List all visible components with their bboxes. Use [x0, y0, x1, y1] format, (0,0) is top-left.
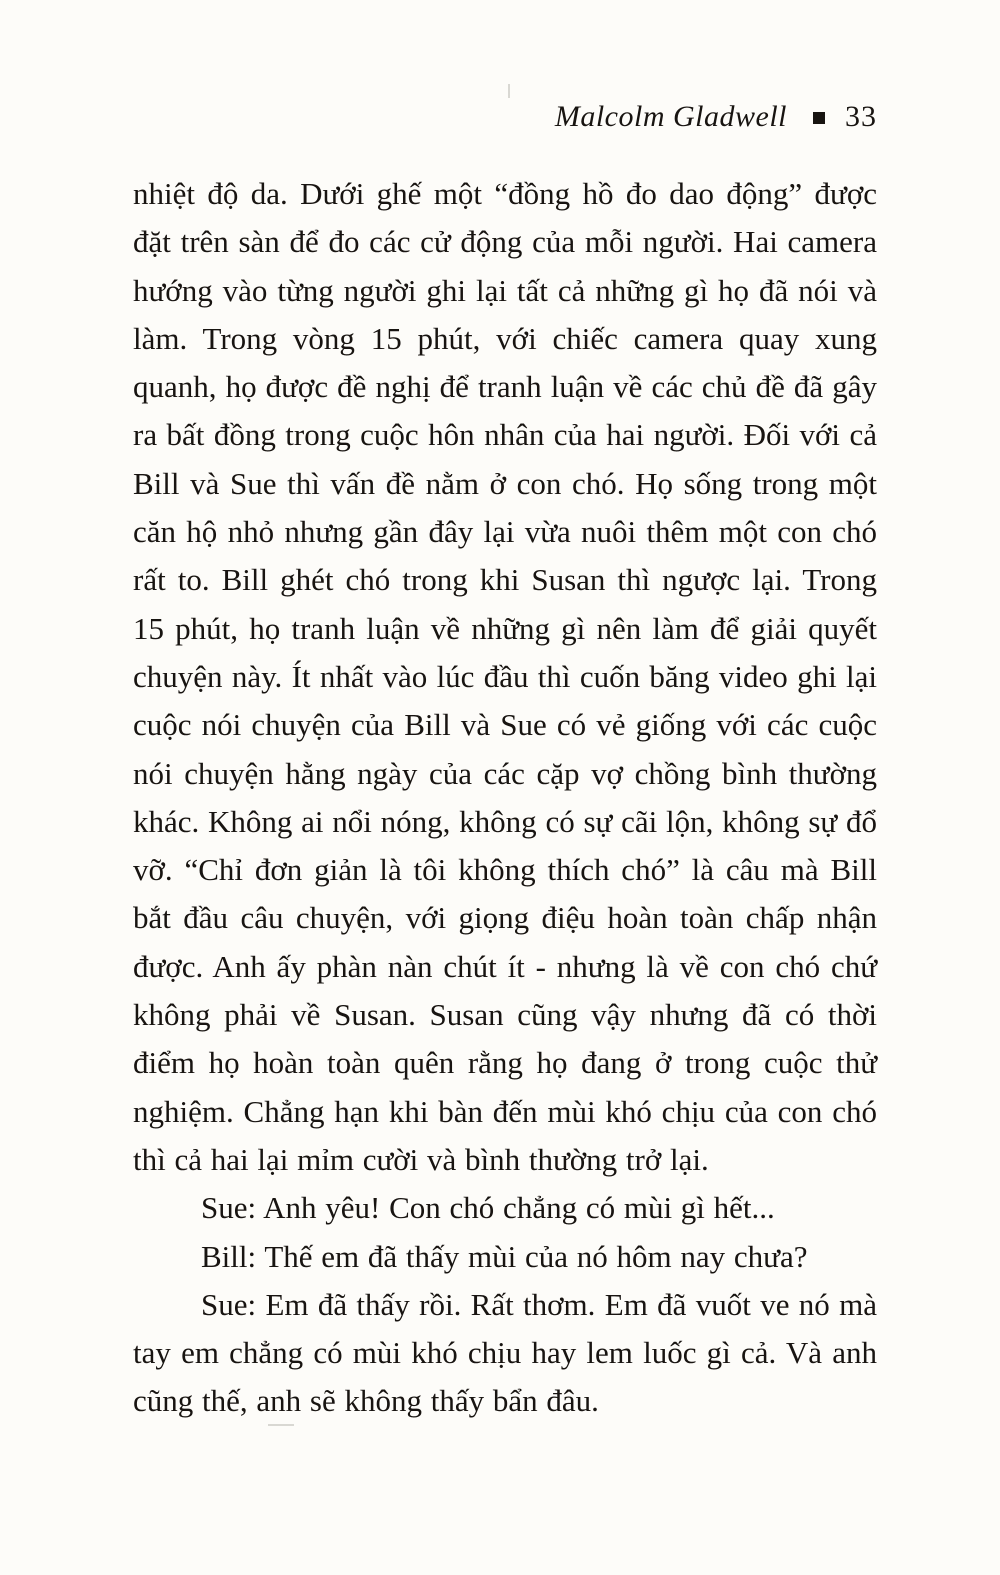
- paragraph: Sue: Em đã thấy rồi. Rất thơm. Em đã vuốt ve nó mà tay em chẳng có mùi khó chịu hay lem luốc gì cả. Và anh cũng thế, anh sẽ không thấy bẩn đâu.: [133, 1286, 877, 1419]
- running-head: [135, 98, 877, 136]
- running-head-author: Malcolm Gladwell: [554, 100, 787, 133]
- square-bullet-icon: [813, 112, 825, 124]
- body-text: [133, 170, 877, 1426]
- page-number: 33: [845, 100, 877, 133]
- paragraph: nhiệt độ da. Dưới ghế một “đồng hồ đo dao động” được đặt trên sàn để đo các cử động của mỗi người. Hai camera hướng vào từng người ghi lại tất cả những gì họ đã nói và làm. Trong vòng 15 phút, với chiếc camera quay xung quanh, họ được đề nghị để tranh luận về các chủ đề đã gây ra bất đồng trong cuộc hôn nhân của hai người. Đối với cả Bill và Sue thì vấn đề nằm ở con chó. Họ sống trong một căn hộ nhỏ nhưng gần đây lại vừa nuôi thêm một con chó rất to. Bill ghét chó trong khi Susan thì ngược lại. Trong 15 phút, họ tranh luận về những gì nên làm để giải quyết chuyện này. Ít nhất vào lúc đầu thì cuốn băng video ghi lại cuộc nói chuyện của Bill và Sue có vẻ giống với các cuộc nói chuyện hằng ngày của các cặp vợ chồng bình thường khác. Không ai nổi nóng, không có sự cãi lộn, không sự đổ vỡ. “Chỉ đơn giản là tôi không thích chó” là câu mà Bill bắt đầu câu chuyện, với giọng điệu hoàn toàn chấp nhận được. Anh ấy phàn nàn chút ít - nhưng là về con chó chứ không phải về Susan. Susan cũng vậy nhưng đã có thời điểm họ hoàn toàn quên rằng họ đang ở trong cuộc thử nghiệm. Chẳng hạn khi bàn đến mùi khó chịu của con chó thì cả hai lại mỉm cười và bình thường trở lại.: [133, 176, 877, 1177]
- paragraph: Bill: Thế em đã thấy mùi của nó hôm nay chưa?: [201, 1238, 808, 1274]
- paragraph: Sue: Anh yêu! Con chó chẳng có mùi gì hết...: [201, 1190, 775, 1226]
- scan-artifact: [508, 84, 510, 98]
- scan-artifact: [268, 1424, 294, 1426]
